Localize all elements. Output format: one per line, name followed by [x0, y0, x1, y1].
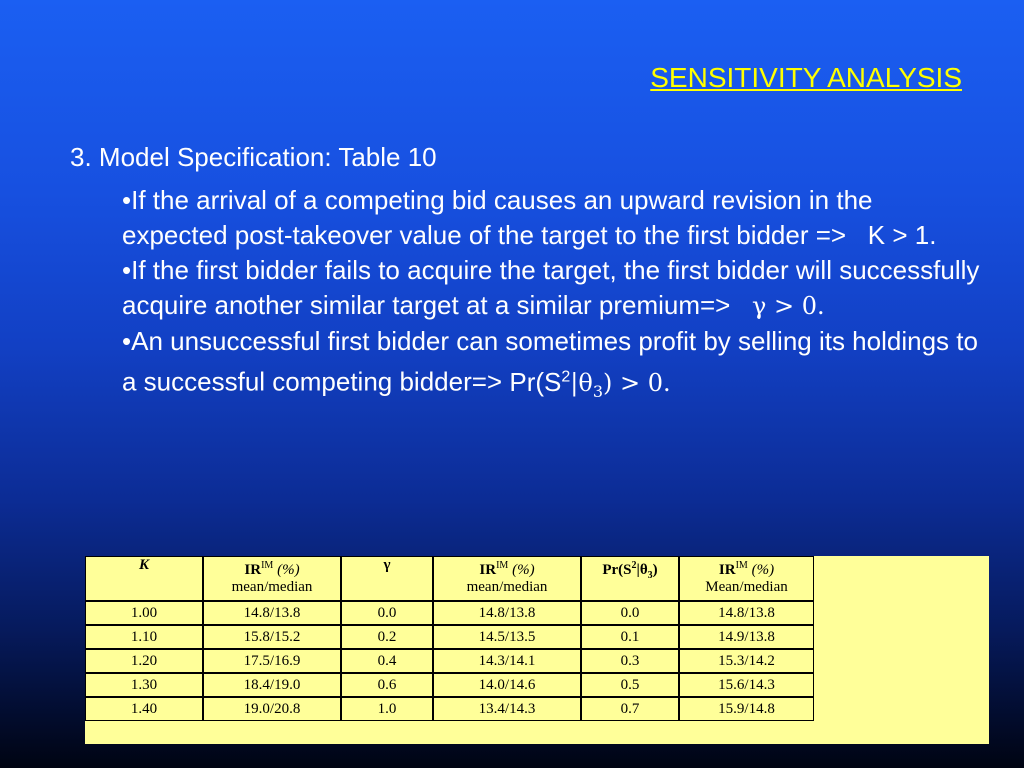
table-cell: 0.4 — [341, 649, 433, 673]
header-ir-2 — [433, 556, 581, 601]
header-k — [85, 556, 203, 601]
bullet-text: •If the arrival of a competing bid causes an upward revision in the expected post-takeover value of the target to the first bidder => — [122, 185, 873, 250]
bullet-item — [122, 183, 982, 253]
table-cell: 0.0 — [581, 601, 679, 625]
bullet-math — [509, 366, 671, 401]
header-text: γ — [383, 557, 391, 573]
table-cell: 14.8/13.8 — [433, 601, 581, 625]
math-sup: 2 — [561, 368, 571, 385]
results-table-panel — [85, 556, 989, 744]
header-sup: 2 — [631, 560, 637, 571]
table-row — [85, 673, 814, 697]
header-sub: 3 — [647, 570, 653, 581]
header-pr — [581, 556, 679, 601]
table-cell: 15.6/14.3 — [679, 673, 814, 697]
table-cell: 15.9/14.8 — [679, 697, 814, 721]
results-table — [85, 556, 814, 721]
table-cell: 14.8/13.8 — [203, 601, 341, 625]
header-ir-1 — [203, 556, 341, 601]
table-cell: 0.7 — [581, 697, 679, 721]
header-unit: (%) — [508, 562, 535, 578]
header-ir-3 — [679, 556, 814, 601]
math-part: ) > 0. — [603, 368, 671, 397]
bullet-list — [122, 183, 982, 409]
table-cell: 0.2 — [341, 625, 433, 649]
header-sub: mean/median — [466, 579, 548, 595]
table-cell: 14.9/13.8 — [679, 625, 814, 649]
bullet-text: •An unsuccessful first bidder can sometimes profit by selling its holdings to a successful competing bidder=> — [122, 326, 978, 397]
header-text: |θ — [636, 562, 648, 578]
table-cell: 14.0/14.6 — [433, 673, 581, 697]
table-cell: 15.8/15.2 — [203, 625, 341, 649]
header-gamma — [341, 556, 433, 601]
header-sub: Mean/median — [705, 579, 788, 595]
table-cell: 13.4/14.3 — [433, 697, 581, 721]
table-row — [85, 649, 814, 673]
table-cell: 0.1 — [581, 625, 679, 649]
table-cell: 1.30 — [85, 673, 203, 697]
header-sup: IM — [735, 560, 748, 571]
bullet-math: K > 1. — [867, 220, 937, 250]
bullet-item — [122, 253, 982, 324]
header-sub: mean/median — [231, 579, 313, 595]
table-cell: 1.40 — [85, 697, 203, 721]
table-cell: 17.5/16.9 — [203, 649, 341, 673]
header-text: IR — [244, 562, 262, 578]
bullet-text: •If the first bidder fails to acquire the target, the first bidder will successfully acquire another similar target at a similar premium=> — [122, 255, 980, 320]
math-sub: 3 — [592, 381, 603, 401]
table-row — [85, 601, 814, 625]
table-cell: 14.8/13.8 — [679, 601, 814, 625]
table-cell: 14.3/14.1 — [433, 649, 581, 673]
section-heading: 3. Model Specification: Table 10 — [70, 142, 437, 172]
table-row — [85, 697, 814, 721]
slide-title: SENSITIVITY ANALYSIS — [650, 62, 962, 93]
table-cell: 0.3 — [581, 649, 679, 673]
math-part: |θ — [570, 368, 593, 397]
table-cell: 18.4/19.0 — [203, 673, 341, 697]
table-cell: 1.10 — [85, 625, 203, 649]
header-sup: IM — [496, 560, 509, 571]
table-body — [85, 601, 814, 721]
bullet-item — [122, 324, 982, 409]
header-text: ) — [652, 562, 658, 578]
table-cell: 0.0 — [341, 601, 433, 625]
table-cell: 0.5 — [581, 673, 679, 697]
table-cell: 1.0 — [341, 697, 433, 721]
header-text: Pr(S — [602, 562, 632, 578]
header-unit: (%) — [747, 562, 775, 578]
table-cell: 19.0/20.8 — [203, 697, 341, 721]
table-row — [85, 625, 814, 649]
table-header-row — [85, 556, 814, 601]
header-text: K — [138, 557, 149, 573]
math-part: Pr(S — [509, 366, 562, 397]
table-cell: 0.6 — [341, 673, 433, 697]
bullet-math: γ > 0. — [752, 292, 825, 320]
header-unit: (%) — [273, 562, 300, 578]
table-cell: 1.00 — [85, 601, 203, 625]
table-cell: 14.5/13.5 — [433, 625, 581, 649]
table-cell: 15.3/14.2 — [679, 649, 814, 673]
header-text: IR — [479, 562, 497, 578]
header-sup: IM — [261, 560, 274, 571]
header-text: IR — [718, 562, 736, 578]
table-cell: 1.20 — [85, 649, 203, 673]
